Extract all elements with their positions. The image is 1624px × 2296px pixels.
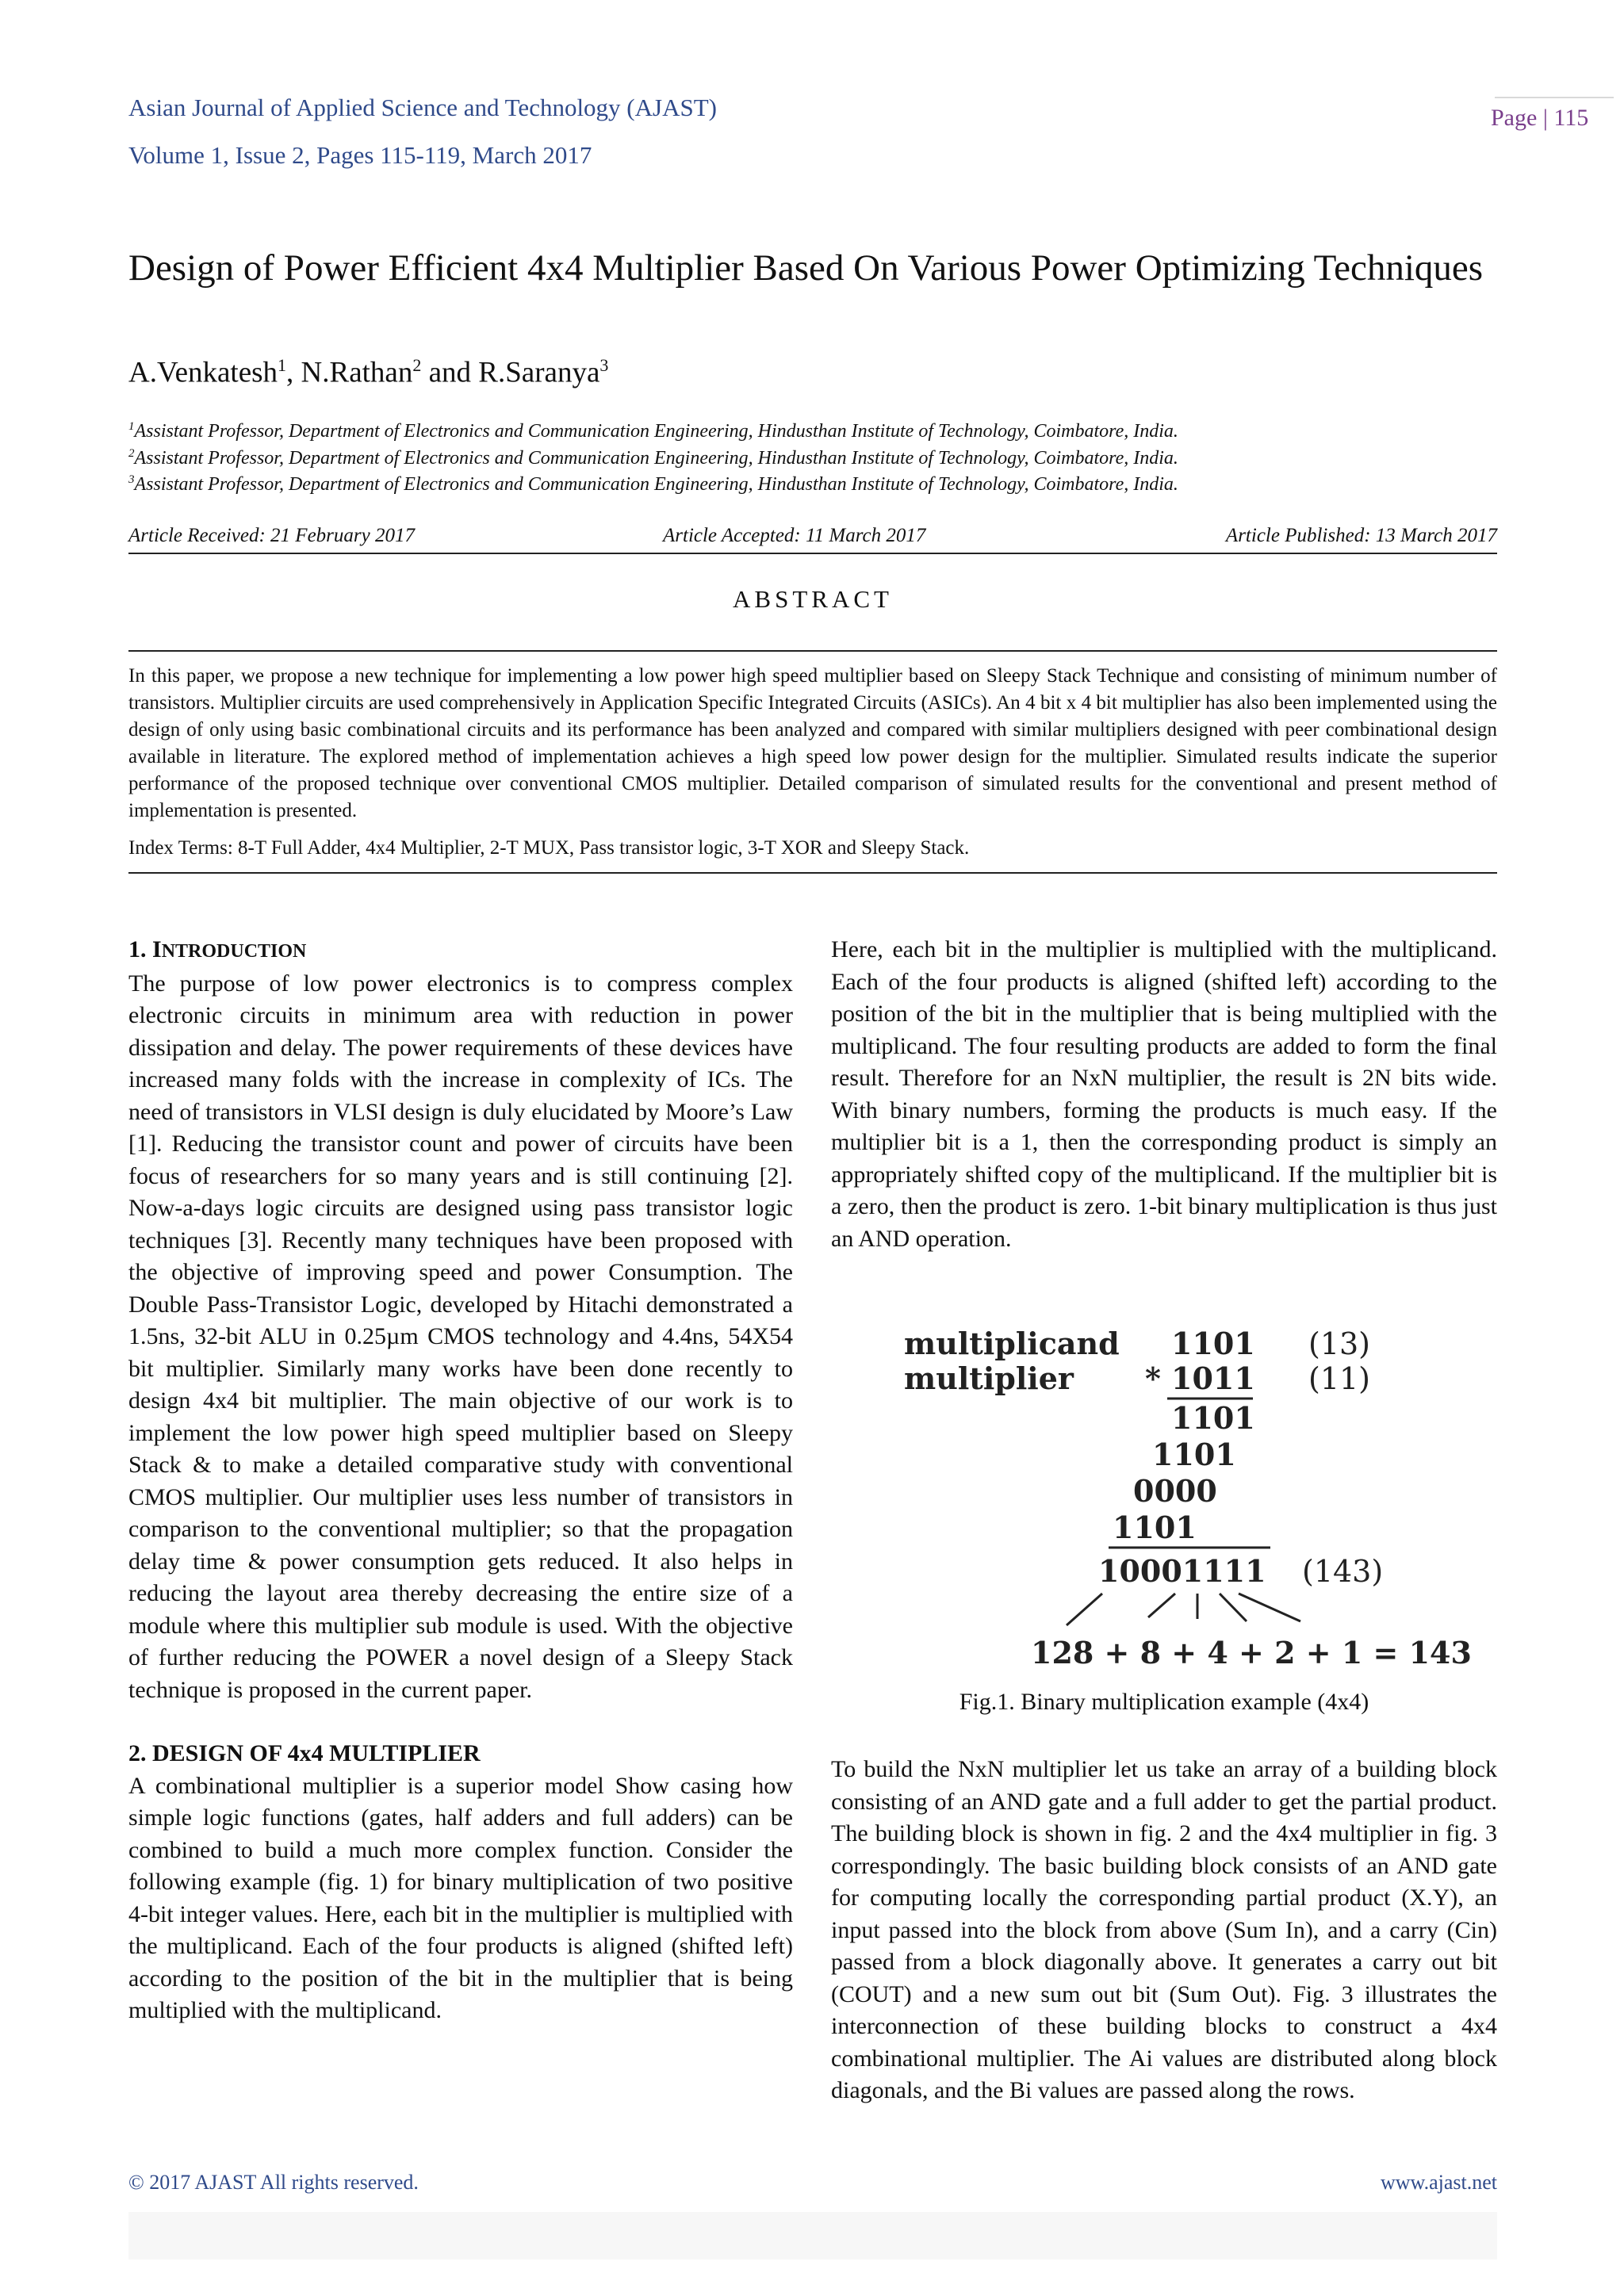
affiliation bbox=[128, 420, 1492, 442]
affiliation bbox=[128, 447, 1492, 469]
author-affil-mark: 1 bbox=[278, 355, 287, 375]
fig-decimal-sum: 128 + 8 + 4 + 2 + 1 = 143 bbox=[1031, 1635, 1472, 1670]
fig-times-sign: * bbox=[1145, 1360, 1161, 1396]
footer-band bbox=[128, 2212, 1497, 2260]
fig-partial-product: 0000 bbox=[1133, 1473, 1217, 1509]
fig-multiplier-label: multiplier bbox=[904, 1360, 1074, 1396]
index-terms: Index Terms: 8-T Full Adder, 4x4 Multiplier, 2-T MUX, Pass transistor logic, 3-T XOR and Sleepy Stack. bbox=[128, 837, 970, 859]
date-received: Article Received: 21 February 2017 bbox=[128, 525, 415, 546]
figure-caption: Fig.1. Binary multiplication example (4x4) bbox=[959, 1689, 1369, 1715]
footer-copyright: © 2017 AJAST All rights reserved. bbox=[128, 2171, 419, 2194]
author-name: A.Venkatesh bbox=[128, 356, 278, 389]
affiliation-text: Assistant Professor, Department of Electronics and Communication Engineering, Hindusthan Institute of Technology, Coimbatore, India. bbox=[134, 421, 1178, 442]
fig-multiplier-decimal: (11) bbox=[1308, 1361, 1371, 1396]
article-dates bbox=[128, 525, 1497, 549]
section-title: NTRODUCTION bbox=[161, 941, 307, 962]
divider bbox=[128, 872, 1497, 874]
fig-multiplicand-label: multiplicand bbox=[904, 1326, 1120, 1361]
journal-name: Asian Journal of Applied Science and Technology (AJAST) bbox=[128, 94, 717, 121]
affiliation-text: Assistant Professor, Department of Electronics and Communication Engineering, Hindusthan Institute of Technology, Coimbatore, India. bbox=[134, 474, 1178, 495]
affiliation-mark: 1 bbox=[128, 420, 135, 433]
figure-binary-multiplication bbox=[904, 1316, 1472, 1681]
right-column bbox=[831, 934, 1497, 1255]
date-published: Article Published: 13 March 2017 bbox=[1225, 525, 1497, 546]
fig-partial-product: 1101 bbox=[1171, 1400, 1255, 1436]
paper-title: Design of Power Efficient 4x4 Multiplier Based On Various Power Optimizing Techniques bbox=[128, 247, 1484, 289]
divider bbox=[128, 553, 1497, 554]
author-affil-mark: 3 bbox=[599, 355, 609, 375]
author-affil-mark: 2 bbox=[412, 355, 422, 375]
abstract-text: In this paper, we propose a new technique for implementing a low power high speed multiplier based on Sleepy Stack Technique and consisting of minimum number of transistors. Multiplier circuits are used comprehensively in Application Specific Integrated Circuits (ASICs). An 4 bit x 4 bit multiplier has also been implemented using the design of only using basic combinational circuits and its performance has been analyzed and compared with similar multipliers designed with peer combinational design available in literature. The explored method of implementation achieves a high speed low power design for the multiplier. Simulated results indicate the superior performance of the proposed technique over conventional CMOS multiplier. Detailed comparison of simulated results for the conventional and present method of implementation is presented. bbox=[128, 665, 1497, 821]
author-separator: , bbox=[286, 356, 301, 389]
body-paragraph: Here, each bit in the multiplier is multiplied with the multiplicand. Each of the four products is aligned (shifted left) according to the position of the bit in the multiplier that is being multiplied with the multiplicand. The four resulting products are added to form the final result. Therefore for an NxN multiplier, the result is 2N bits wide. With binary numbers, forming the products is much easy. If the multiplier bit is a 1, then the corresponding product is simply an appropriately shifted copy of the multiplicand. If the multiplier bit is a zero, then the product is zero. 1-bit binary multiplication is thus just an AND operation. bbox=[831, 936, 1497, 1252]
footer-url[interactable]: www.ajast.net bbox=[1380, 2171, 1497, 2194]
page-number: Page | 115 bbox=[1491, 105, 1589, 131]
author-name: N.Rathan bbox=[301, 356, 413, 389]
fig-multiplicand-value: 1101 bbox=[1171, 1326, 1255, 1361]
page-number-divider bbox=[1495, 97, 1614, 98]
section-heading bbox=[128, 934, 793, 968]
volume-info: Volume 1, Issue 2, Pages 115-119, March 2017 bbox=[128, 141, 592, 169]
fig-result: 10001111 bbox=[1098, 1553, 1266, 1589]
affiliation bbox=[128, 473, 1492, 496]
date-accepted: Article Accepted: 11 March 2017 bbox=[663, 525, 926, 546]
author-separator: and bbox=[421, 356, 479, 389]
section-number: 1. I bbox=[128, 936, 162, 962]
section-body: A combinational multiplier is a superior model Show casing how simple logic functions (gates, half adders and full adders) can be combined to build a much more complex function. Consider the following example (fig. 1) for binary multiplication of two positive 4-bit integer values. Here, each bit in the multiplier is multiplied with the multiplicand. Each of the four products is aligned (shifted left) according to the position of the bit in the multiplier that is being multiplied with the multiplicand. bbox=[128, 1772, 793, 2023]
fig-partial-product: 1101 bbox=[1152, 1437, 1236, 1472]
section-body: The purpose of low power electronics is to compress complex electronic circuits in minimum area with reduction in power dissipation and delay. The power requirements of these devices have increased many folds with the increase in complexity of ICs. The need of transistors in VLSI design is duly elucidated by Moore’s Law [1]. Reducing the transistor count and power of circuits have been focus of researchers for so many years and is still continuing [2]. Now-a-days logic circuits are designed using pass transistor logic techniques [3]. Recently many techniques have been proposed with the objective of improving speed and power Consumption. The Double Pass-Transistor Logic, developed by Hitachi demonstrated a 1.5ns, 32-bit ALU in 0.25µm CMOS technology and 4.4ns, 54X54 bit multiplier. Similarly many works have been done recently to design 4x4 bit multiplier. The main objective of our work is to implement the low power high speed multiplier based on Sleepy Stack & to make a detailed comparative study with conventional CMOS multiplier. Our multiplier uses less number of transistors in comparison to the conventional multiplier; so that the propagation delay time & power consumption gets reduced. It also helps in reducing the layout area thereby decreasing the entire size of a module where this multiplier sub module is used. With the objective of further reducing the POWER a novel design of a Sleepy Stack technique is proposed in the current paper. bbox=[128, 970, 793, 1703]
fig-result-decimal: (143) bbox=[1302, 1554, 1384, 1589]
divider bbox=[128, 650, 1497, 652]
affiliation-text: Assistant Professor, Department of Electronics and Communication Engineering, Hindusthan Institute of Technology, Coimbatore, India. bbox=[134, 448, 1178, 469]
abstract-heading: ABSTRACT bbox=[733, 585, 893, 613]
right-column-continued bbox=[831, 1754, 1497, 2107]
affiliation-mark: 3 bbox=[128, 473, 135, 486]
author-list bbox=[128, 355, 608, 389]
author-name: R.Saranya bbox=[478, 356, 600, 389]
section-heading: 2. DESIGN OF 4x4 MULTIPLIER bbox=[128, 1740, 481, 1766]
fig-multiplier-value: 1011 bbox=[1171, 1360, 1255, 1396]
fig-bit-arrows bbox=[1067, 1594, 1300, 1625]
left-column bbox=[128, 934, 793, 2027]
affiliation-mark: 2 bbox=[128, 447, 135, 460]
fig-partial-product: 1101 bbox=[1113, 1510, 1197, 1545]
body-paragraph: To build the NxN multiplier let us take an array of a building block consisting of an AND gate and a full adder to get the partial product. The building block is shown in fig. 2 and the 4x4 multiplier in fig. 3 correspondingly. The basic building block consists of an AND gate for computing locally the corresponding partial product (X.Y), an input passed into the block from above (Sum In), and a carry (Cin) passed from a block diagonally above. It generates a carry out bit (COUT) and a new sum out bit (Sum Out). Fig. 3 illustrates the interconnection of these building blocks to construct a 4x4 combinational multiplier. The Ai values are distributed along block diagonals, and the Bi values are passed along the rows. bbox=[831, 1756, 1497, 2103]
fig-multiplicand-decimal: (13) bbox=[1308, 1326, 1371, 1361]
